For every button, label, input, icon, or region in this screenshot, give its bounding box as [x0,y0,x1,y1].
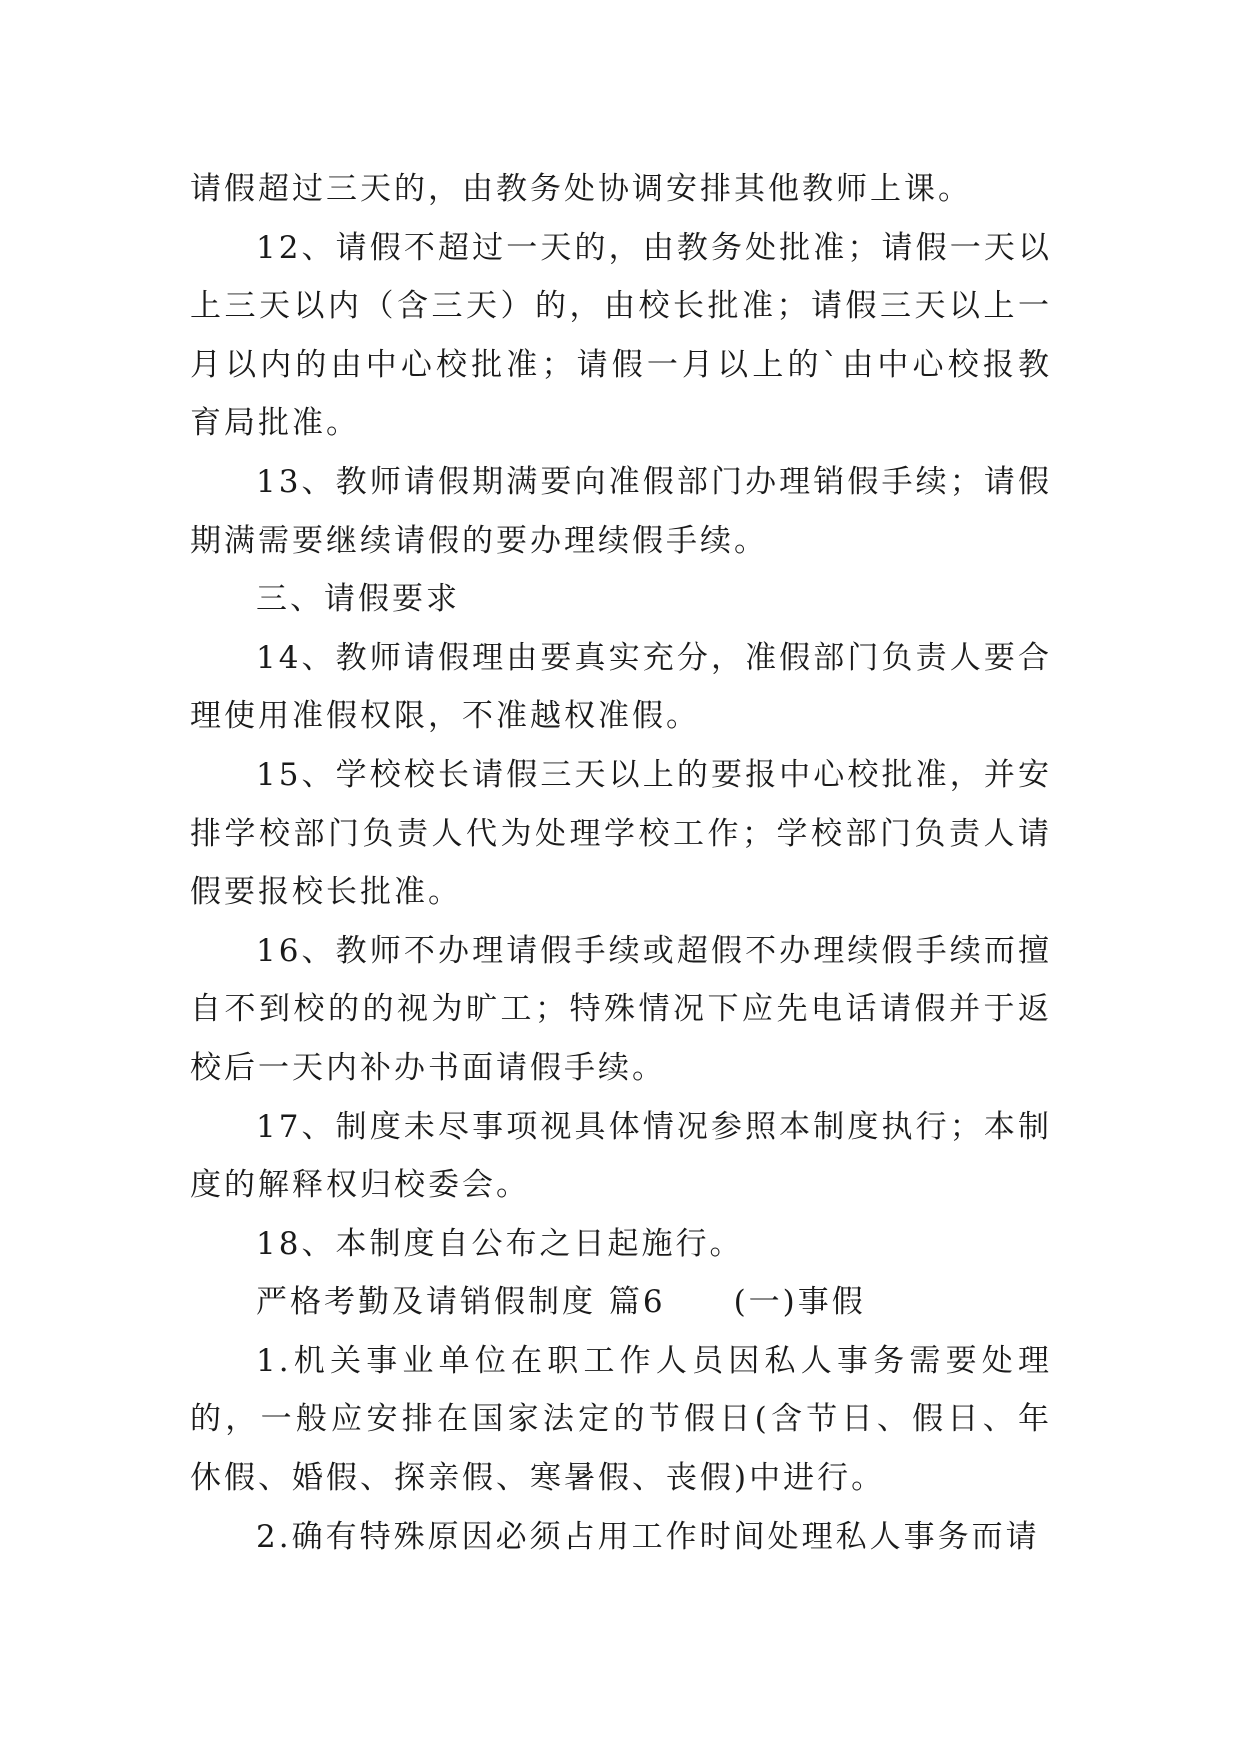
paragraph-item-15: 15、学校校长请假三天以上的要报中心校批准，并安排学校部门负责人代为处理学校工作；学校部门负责人请假要报校长批准。 [190,756,1052,911]
paragraph-item-12: 12、请假不超过一天的，由教务处批准；请假一天以上三天以内（含三天）的，由校长批准；请假三天以上一月以内的由中心校批准；请假一月以上的`由中心校报教育局批准。 [190,229,1052,442]
section-heading-leave-requirements: 三、请假要求 [256,581,460,618]
paragraph-item-16: 16、教师不办理请假手续或超假不办理续假手续而擅自不到校的的视为旷工；特殊情况下应先电话请假并于返校后一天内补办书面请假手续。 [190,932,1052,1086]
paragraph-personal-leave-2: 2.确有特殊原因必须占用工作时间处理私人事务而请 [256,1518,1040,1555]
paragraph-item-14: 14、教师请假理由要真实充分，准假部门负责人要合理使用准假权限，不准越权准假。 [190,639,1052,735]
paragraph-item-18: 18、本制度自公布之日起施行。 [256,1225,744,1262]
paragraph-1: 请假超过三天的，由教务处协调安排其他教师上课。 [190,171,972,207]
paragraph-item-17: 17、制度未尽事项视具体情况参照本制度执行；本制度的解释权归校委会。 [190,1108,1052,1204]
paragraph-item-13: 13、教师请假期满要向准假部门办理销假手续；请假期满需要继续请假的要办理续假手续。 [190,463,1052,559]
paragraph-personal-leave-1: 1.机关事业单位在职工作人员因私人事务需要处理的，一般应安排在国家法定的节假日(含节日、假日、年休假、婚假、探亲假、寒暑假、丧假)中进行。 [190,1342,1052,1497]
section-heading-article-6: 严格考勤及请销假制度 篇6 (一)事假 [256,1284,866,1321]
document-body [190,160,1052,1566]
